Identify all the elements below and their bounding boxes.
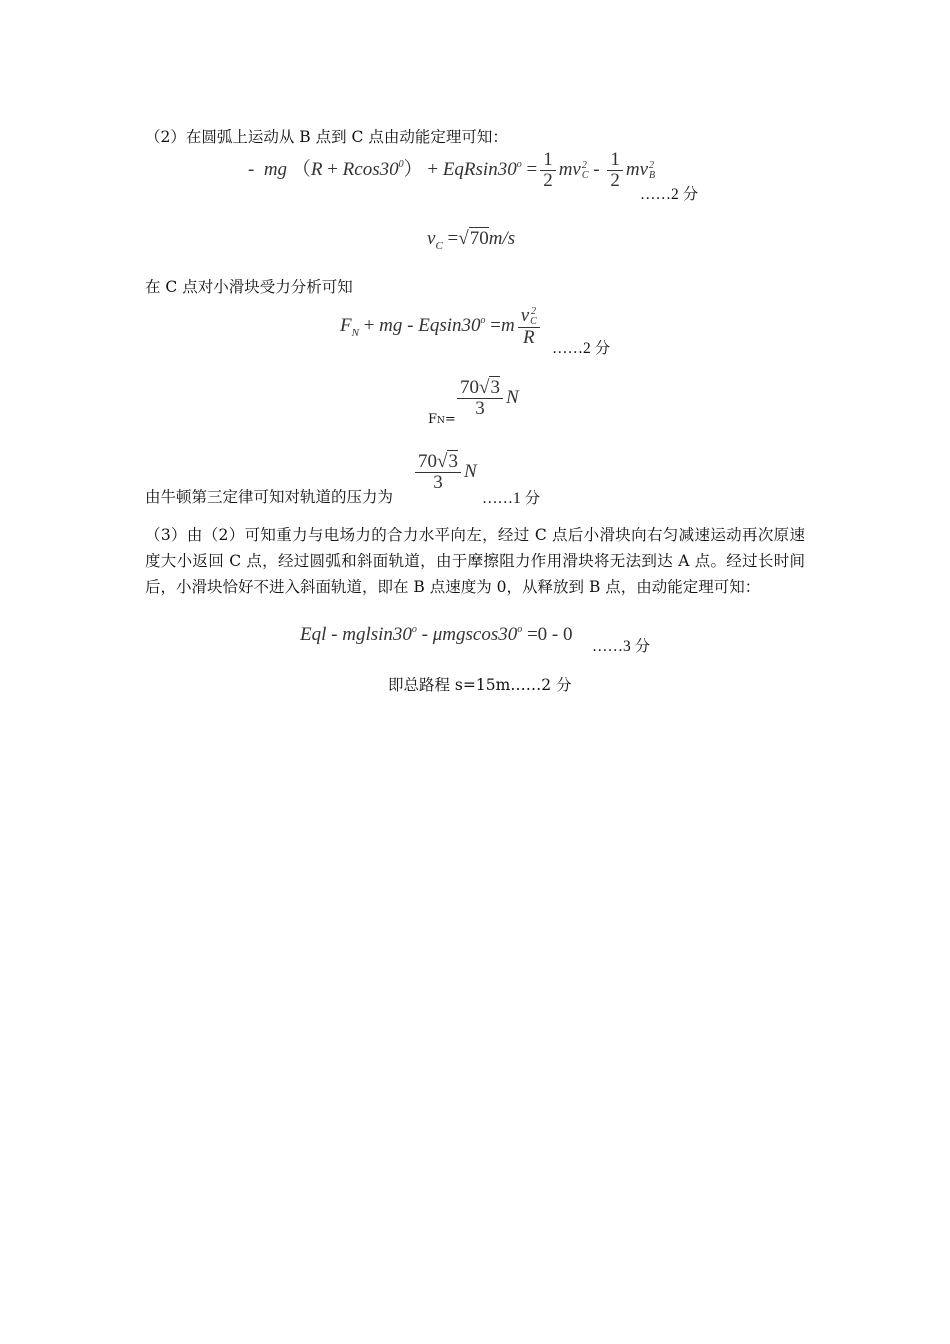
- energy-equation: - mg $(R + Rcos30^0) + EqRsin30^o$ = $\frac{1}{2}$ mv 2 C - $\frac{1}{2}$ mv 2 B: [248, 149, 656, 191]
- score-pressure-1: ……1 分: [482, 490, 541, 507]
- part3-text: （3）由（2）可知重力与电场力的合力水平向左，经过 C 点后小滑块向右匀减速运动再次原速度大小返回 C 点，经过圆弧和斜面轨道，由于摩擦阻力作用滑块将无法到达 A 点。经过长时间后，小滑块恰好不进入斜面轨道，即在 B 点速度为 0，从释放到 B 点，由动能定理可知：: [145, 526, 805, 596]
- pressure-text: 由牛顿第三定律可知对轨道的压力为: [145, 488, 394, 506]
- part2-intro: （2）在圆弧上运动从 B 点到 C 点由动能定理可知：: [145, 128, 508, 146]
- vc-result: $v_C =√70m/s$: [427, 228, 516, 252]
- score-energy-3: ……3 分: [592, 638, 651, 655]
- path-equation: Eql - mglsin30$^o$ - μmgscos30$^o$ =0 - 0: [300, 624, 573, 645]
- score-force-2: ……2 分: [552, 340, 611, 357]
- force-equation: $F_N$ + mg - Eqsin30$^o$ =m v 2 C R: [340, 306, 543, 348]
- pressure-value: $\frac{70√3}{3}$ N: [412, 452, 477, 493]
- c-force-intro: 在 C 点对小滑块受力分析可知: [145, 278, 353, 296]
- score-energy-2: ……2 分: [640, 186, 699, 203]
- total-path-result: 即总路程 s=15m……2 分: [388, 676, 572, 694]
- fn-label: FN=: [428, 412, 456, 427]
- fn-value: $\frac{70√3}{3}$ N: [454, 378, 519, 419]
